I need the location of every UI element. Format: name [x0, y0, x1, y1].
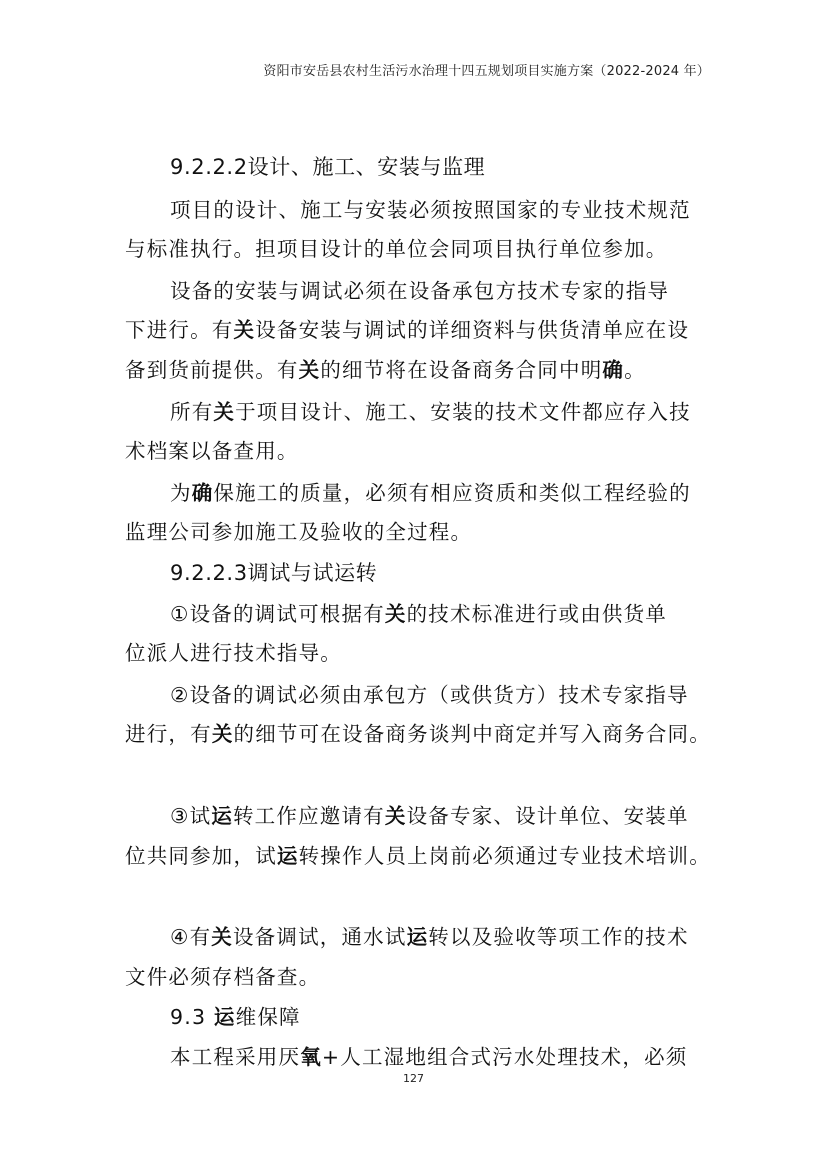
list-item-line: [170, 799, 689, 829]
bold-run: 关: [213, 400, 236, 424]
section-heading-9223: 9.2.2.3调试与试运转: [170, 561, 378, 585]
list-item-line: 位派人进行技术指导。: [125, 641, 342, 665]
text-run: 9.3: [170, 1005, 214, 1029]
paragraph-line: [170, 1040, 687, 1070]
bold-run: 氧: [300, 1045, 322, 1069]
bold-run: 关: [233, 318, 256, 342]
text-run: 为: [170, 481, 192, 505]
paragraph-line: [125, 353, 646, 383]
list-item-line: [125, 839, 711, 869]
paragraph-line: 与标准执行。担项目设计的单位会同项目执行单位参加。: [125, 237, 668, 261]
bold-run: 关: [211, 722, 234, 746]
bold-run: 运: [406, 925, 429, 949]
text-run: 。: [624, 358, 646, 382]
paragraph-line: [125, 313, 689, 343]
text-run: 进行，有: [125, 722, 212, 746]
list-item-line: [125, 717, 711, 747]
text-run: 位共同参加，试: [125, 844, 277, 868]
page-number: 127: [403, 1072, 424, 1085]
paragraph-line: 项目的设计、施工与安装必须按照国家的专业技术规范: [170, 198, 691, 222]
bold-run: 关: [384, 804, 407, 828]
text-run: 保施工的质量，必须有相应资质和类似工程经验的: [213, 481, 691, 505]
text-run: 维保障: [235, 1005, 301, 1029]
bold-run: 确: [602, 358, 625, 382]
text-run: 转工作应邀请有: [232, 804, 385, 828]
bold-run: 关: [384, 602, 407, 626]
text-run: ①设备的调试可根据有: [170, 602, 385, 626]
section-heading-9222: 9.2.2.2设计、施工、安装与监理: [170, 155, 486, 179]
text-run: 的细节将在设备商务合同中明: [320, 358, 603, 382]
text-run: 的技术标准进行或由供货单: [406, 602, 667, 626]
paragraph-line: [170, 476, 691, 506]
text-run: 下进行。有: [125, 318, 234, 342]
text-run: 转操作人员上岗前必须通过专业技术培训。: [298, 844, 711, 868]
bold-run: 运: [213, 1005, 236, 1029]
text-run: ④有: [170, 925, 212, 949]
text-run: 转以及验收等项工作的技术: [428, 925, 689, 949]
list-item-line: [170, 920, 689, 950]
bold-run: 确: [191, 481, 214, 505]
paragraph-line: [170, 395, 691, 425]
text-run: +人工湿地组合式污水处理技术，必须: [321, 1045, 688, 1069]
paragraph-line: 术档案以备查用。: [125, 439, 299, 463]
bold-run: 关: [298, 358, 321, 382]
text-run: ③试: [170, 804, 212, 828]
section-heading-93: [170, 1000, 301, 1030]
text-run: 所有: [170, 400, 214, 424]
bold-run: 关: [211, 925, 233, 949]
text-run: 设备安装与调试的详细资料与供货清单应在设: [255, 318, 690, 342]
list-item-line: [170, 597, 667, 627]
list-item-line: ②设备的调试必须由承包方（或供货方）技术专家指导: [170, 683, 689, 707]
list-item-line: 文件必须存档备查。: [125, 965, 321, 989]
text-run: 本工程采用厌: [170, 1045, 301, 1069]
bold-run: 运: [276, 844, 299, 868]
bold-run: 运: [211, 804, 233, 828]
paragraph-line: 设备的安装与调试必须在设备承包方技术专家的指导: [170, 279, 670, 303]
text-run: 的细节可在设备商务谈判中商定并写入商务合同。: [233, 722, 711, 746]
text-run: 备到货前提供。有: [125, 358, 299, 382]
paragraph-line: 监理公司参加施工及验收的全过程。: [125, 520, 473, 544]
text-run: 设备专家、设计单位、安装单: [406, 804, 689, 828]
page-header: 资阳市安岳县农村生活污水治理十四五规划项目实施方案（2022-2024 年）: [263, 64, 710, 79]
text-run: 设备调试，通水试: [232, 925, 407, 949]
text-run: 于项目设计、施工、安装的技术文件都应存入技: [235, 400, 691, 424]
